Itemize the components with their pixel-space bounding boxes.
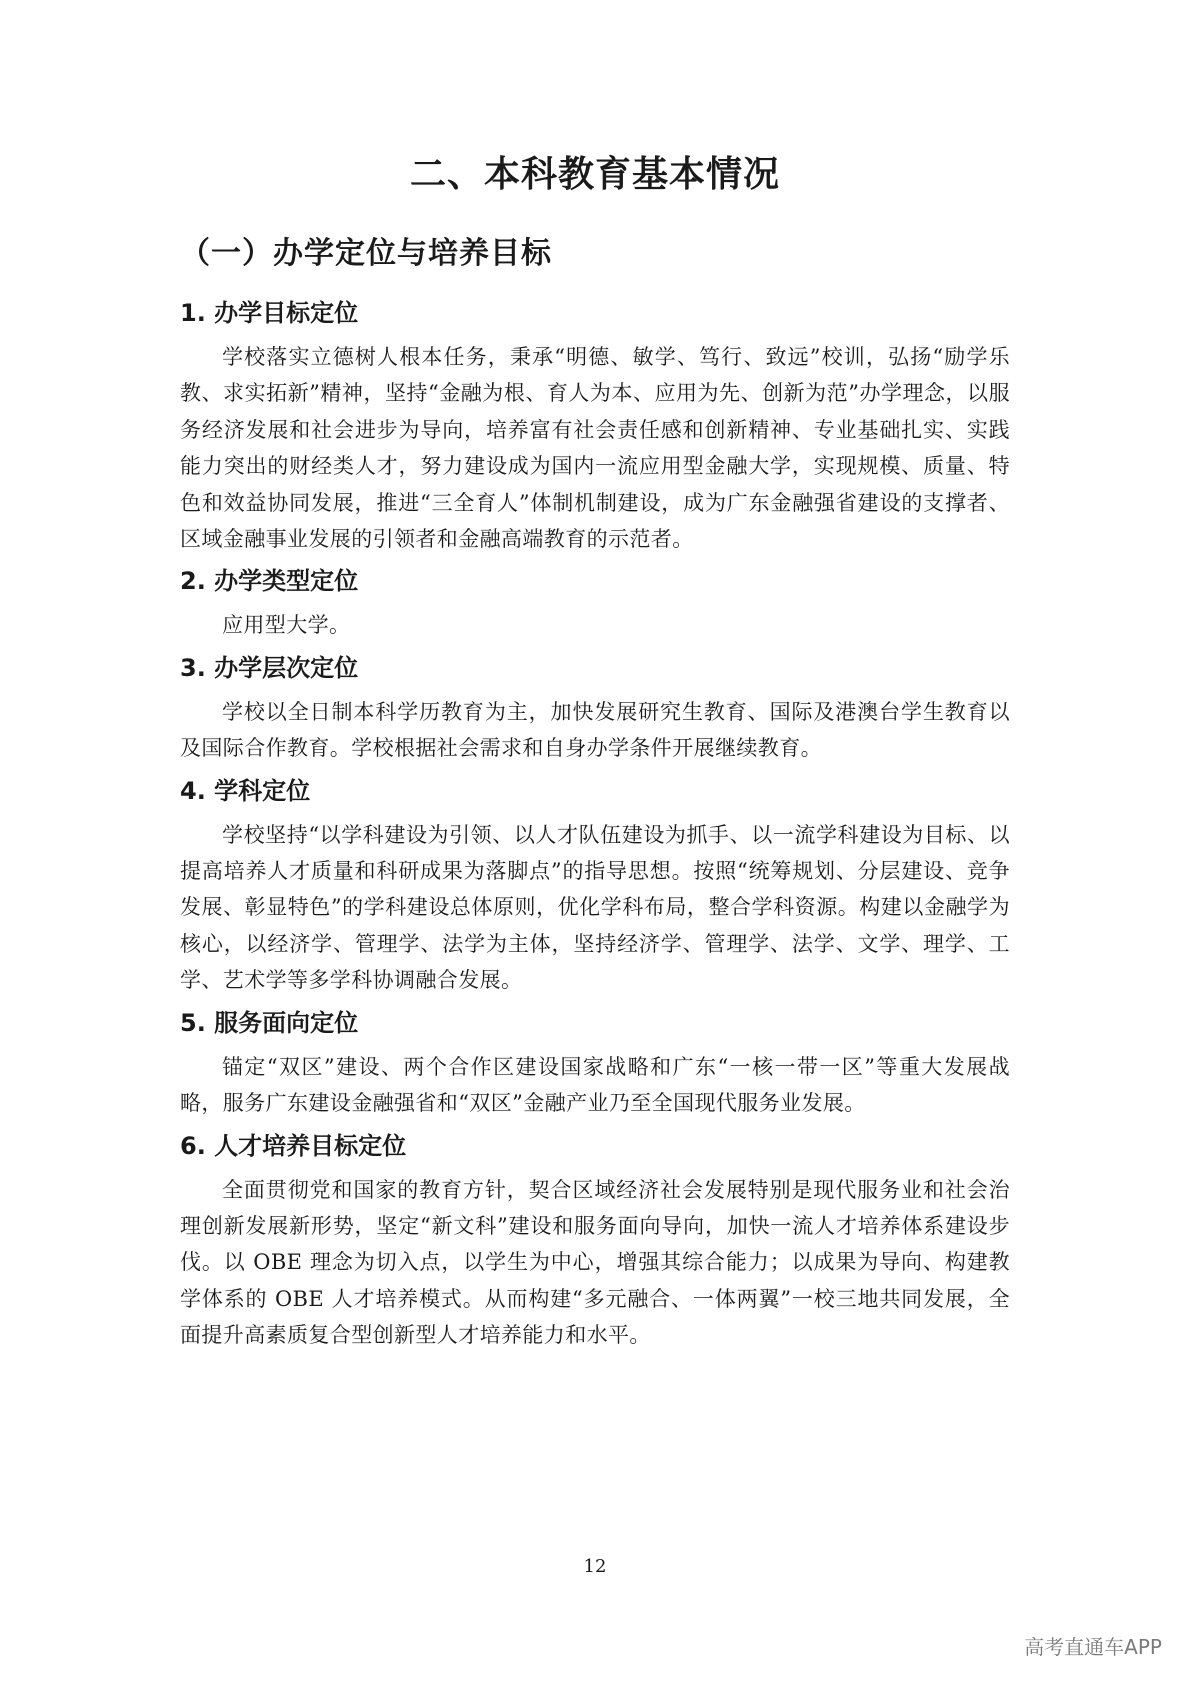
page-number: 12	[583, 1556, 607, 1577]
document-body	[180, 295, 1010, 1360]
subsection-paragraph-1: 学校落实立德树人根本任务，秉承“明德、敏学、笃行、致远”校训，弘扬“励学乐教、求实拓新”精神，坚持“金融为根、育人为本、应用为先、创新为范”办学理念，以服务经济发展和社会进步为导向，培养富有社会责任感和创新精神、专业基础扎实、实践能力突出的财经类人才，努力建设成为国内一流应用型金融大学，实现规模、质量、特色和效益协同发展，推进“三全育人”体制机制建设，成为广东金融强省建设的支撑者、区域金融事业发展的引领者和金融高端教育的示范者。	[180, 345, 1010, 552]
subsection-heading-2: 2. 办学类型定位	[180, 567, 359, 596]
subsection-heading-3: 3. 办学层次定位	[180, 653, 359, 682]
page-title: 二、本科教育基本情况	[409, 154, 780, 195]
watermark-text: 高考直通车APP	[1024, 1635, 1162, 1659]
subsection-paragraph-6: 全面贯彻党和国家的教育方针，契合区域经济社会发展特别是现代服务业和社会治理创新发展新形势，坚定“新文科”建设和服务面向导向，加快一流人才培养体系建设步伐。以 OBE 理念为切入点，以学生为中心，增强其综合能力；以成果为导向、构建教学体系的 OBE 人才培养模式。从而构建“多元融合、一体两翼”一校三地共同发展，全面提升高素质复合型创新型人才培养能力和水平。	[180, 1177, 1010, 1348]
subsection-paragraph-3: 学校以全日制本科学历教育为主，加快发展研究生教育、国际及港澳台学生教育以及国际合作教育。学校根据社会需求和自身办学条件开展继续教育。	[180, 699, 1010, 761]
subsection-heading-6: 6. 人才培养目标定位	[180, 1131, 407, 1160]
subsection-paragraph-2: 应用型大学。	[222, 613, 351, 638]
subsection-heading-5: 5. 服务面向定位	[180, 1008, 359, 1037]
subsection-paragraph-4: 学校坚持“以学科建设为引领、以人才队伍建设为抓手、以一流学科建设为目标、以提高培养人才质量和科研成果为落脚点”的指导思想。按照“统筹规划、分层建设、竞争发展、彰显特色”的学科建设总体原则，优化学科布局，整合学科资源。构建以金融学为核心，以经济学、管理学、法学为主体，坚持经济学、管理学、法学、文学、理学、工学、艺术学等多学科协调融合发展。	[180, 822, 1010, 993]
subsection-heading-4: 4. 学科定位	[180, 776, 311, 805]
section-heading: （一）办学定位与培养目标	[180, 236, 552, 271]
subsection-paragraph-5: 锚定“双区”建设、两个合作区建设国家战略和广东“一核一带一区”等重大发展战略，服务广东建设金融强省和“双区”金融产业乃至全国现代服务业发展。	[180, 1054, 1010, 1116]
subsection-heading-1: 1. 办学目标定位	[180, 299, 359, 327]
